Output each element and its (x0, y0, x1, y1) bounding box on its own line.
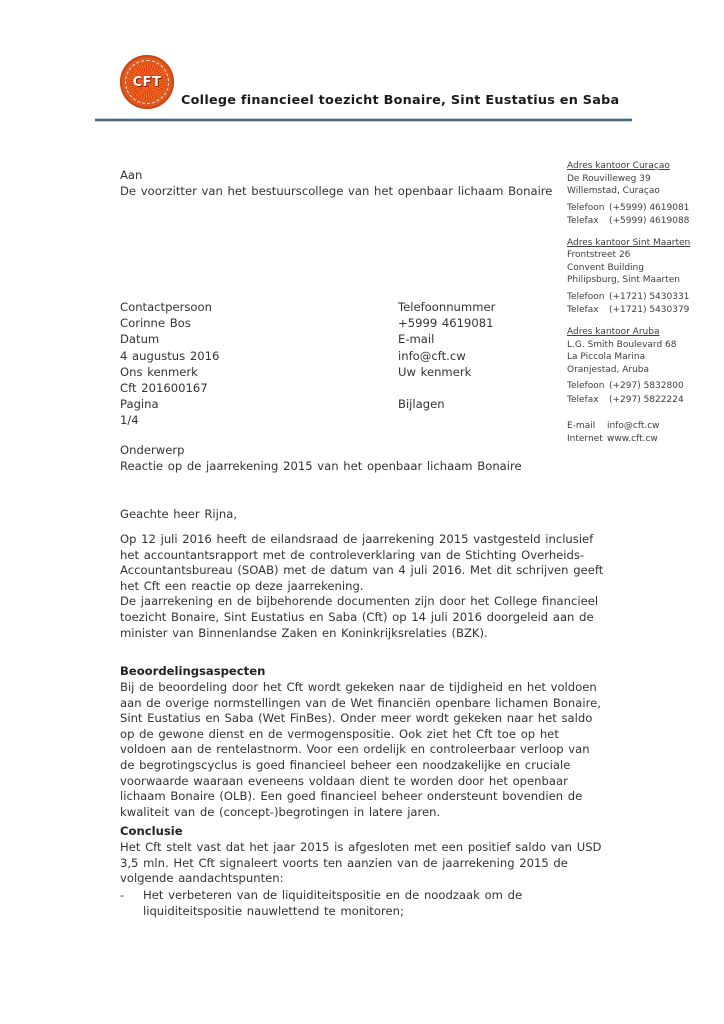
contact-value: (+297) 5822224 (609, 394, 684, 405)
header-divider (95, 118, 632, 122)
salutation: Geachte heer Rijna, (120, 507, 238, 521)
section-text-conclusie: Het Cft stelt vast dat het jaar 2015 is afgesloten met een positief saldo van USD 3,5 mln. Het Cft signaleert voorts ten aanzien van de jaarrekening 2015 de volgende aandachtspunten: (120, 840, 602, 886)
intro-paragraphs (120, 532, 608, 641)
intro-paragraph-1: Op 12 juli 2016 heeft de eilandsraad de jaarrekening 2015 vastgesteld inclusief het accountantsrapport met de controleverklaring van de Stichting Overheids-Accountantsbureau (SOAB) met de datum van 4 juli 2016. Met dit schrijven geeft het Cft een reactie op deze jaarrekening. (120, 532, 604, 593)
subject-block (120, 443, 608, 474)
email-label: E-mail (567, 420, 596, 431)
contact-row-telefoon (567, 291, 715, 304)
office-address-line: La Piccola Marina (567, 352, 646, 363)
bullet-dash: - (120, 888, 125, 902)
section-heading-conclusie: Conclusie (120, 824, 183, 838)
office-address-line: Willemstad, Curaçao (567, 186, 660, 196)
meta-column-left (120, 299, 398, 429)
recipient-block (120, 168, 608, 199)
subject-label: Onderwerp (120, 443, 185, 457)
online-contact-block (567, 420, 715, 446)
office-block-curacao (567, 160, 715, 228)
office-address-sidebar (567, 160, 715, 446)
office-block-aruba (567, 326, 715, 406)
contact-row-telefax (567, 215, 715, 228)
office-heading-curacao: Adres kantoor Curaçao (567, 161, 670, 171)
meta-value-email: info@cft.cw (398, 348, 466, 363)
contact-value: (+297) 5832800 (609, 381, 684, 392)
seal-inner-circle (129, 64, 165, 100)
contact-row-telefoon (567, 380, 715, 393)
subject-value: Reactie op de jaarrekening 2015 van het openbaar lichaam Bonaire (120, 458, 522, 473)
contact-label: Telefoon (567, 291, 605, 302)
contact-row-telefax (567, 394, 715, 407)
contact-label: Telefax (567, 215, 599, 226)
meta-label-email: E-mail (398, 332, 435, 347)
recipient-label: Aan (120, 168, 143, 182)
bullet-item (120, 888, 608, 919)
contact-value: (+5999) 4619088 (609, 215, 690, 226)
contact-row-telefoon (567, 202, 715, 215)
office-address-line: Oranjestad, Aruba (567, 364, 649, 375)
contact-label: Telefax (567, 394, 599, 405)
meta-label-ons-kenmerk: Ons kenmerk (120, 364, 198, 379)
organization-title: College financieel toezicht Bonaire, Sint Eustatius en Saba (181, 93, 620, 108)
meta-label-pagina: Pagina (120, 397, 159, 412)
bullet-list (120, 888, 608, 919)
meta-label-uw-kenmerk: Uw kenmerk (398, 364, 472, 379)
meta-value-contactpersoon: Corinne Bos (120, 316, 191, 331)
email-row (567, 420, 715, 433)
contact-label: Telefoon (567, 381, 605, 392)
section-heading-beoordelingsaspecten: Beoordelingsaspecten (120, 664, 266, 678)
contact-value: (+5999) 4619081 (609, 202, 690, 213)
meta-value-telefoonnummer: +5999 4619081 (398, 316, 494, 331)
meta-label-contactpersoon: Contactpersoon (120, 300, 212, 314)
internet-label: Internet (567, 433, 603, 444)
bullet-text: Het verbeteren van de liquiditeitspositie en de noodzaak om de liquiditeitspositie nauwlettend te monitoren; (143, 888, 523, 918)
office-contacts (567, 380, 715, 406)
office-address-line: Philipsburg, Sint Maarten (567, 275, 681, 286)
internet-row (567, 433, 715, 446)
contact-row-telefax (567, 304, 715, 317)
meta-label-datum: Datum (120, 332, 160, 347)
cft-seal-icon (120, 55, 174, 109)
meta-label-bijlagen: Bijlagen (398, 397, 445, 412)
office-contacts (567, 291, 715, 317)
intro-paragraph-2: De jaarrekening en de bijbehorende documenten zijn door het College financieel toezicht Bonaire, Sint Eustatius en Saba (Cft) op 14 juli 2016 doorgeleid aan de minister van Binnenlandse Zaken en Koninkrijksrelaties (BZK). (120, 594, 599, 640)
contact-value: (+1721) 5430379 (609, 305, 690, 316)
internet-value: www.cft.cw (607, 433, 658, 444)
office-address-line: Convent Building (567, 262, 644, 273)
office-contacts (567, 202, 715, 228)
office-heading-sint-maarten: Adres kantoor Sint Maarten (567, 237, 691, 248)
contact-label: Telefax (567, 305, 599, 316)
office-block-sint-maarten (567, 237, 715, 317)
email-value: info@cft.cw (607, 420, 660, 431)
contact-label: Telefoon (567, 202, 605, 213)
letter-meta-block (120, 299, 608, 429)
meta-label-telefoonnummer: Telefoonnummer (398, 300, 496, 314)
meta-value-datum: 4 augustus 2016 (120, 348, 220, 363)
meta-value-pagina: 1/4 (120, 413, 139, 428)
office-address-line: De Rouvilleweg 39 (567, 173, 651, 184)
office-address-line: L.G. Smith Boulevard 68 (567, 339, 677, 350)
section-text-beoordelingsaspecten: Bij de beoordeling door het Cft wordt gekeken naar de tijdigheid en het voldoen aan de overige normstellingen van de Wet financiën openbare lichamen Bonaire, Sint Eustatius en Saba (Wet FinBes). Onder meer wordt gekeken naar het saldo op de gewone dienst en de vermogenspositie. Ook ziet het Cft toe op het voldoen aan de rentelastnorm. Voor een ordelijk en controleerbaar verloop van de begrotingscyclus is goed financieel beheer een noodzakelijke en cruciale voorwaarde waaraan eveneens voldaan dient te worden door het openbaar lichaam Bonaire (OLB). Een goed financieel beheer ondersteunt bovendien de kwaliteit van de (concept-)begrotingen in latere jaren. (120, 680, 601, 819)
recipient-line: De voorzitter van het bestuurscollege van het openbaar lichaam Bonaire (120, 183, 553, 198)
contact-value: (+1721) 5430331 (609, 291, 690, 302)
office-address-line: Frontstreet 26 (567, 250, 631, 261)
seal-monogram: CFT (132, 74, 162, 90)
meta-value-ons-kenmerk: Cft 201600167 (120, 380, 208, 395)
office-heading-aruba: Adres kantoor Aruba (567, 327, 660, 338)
